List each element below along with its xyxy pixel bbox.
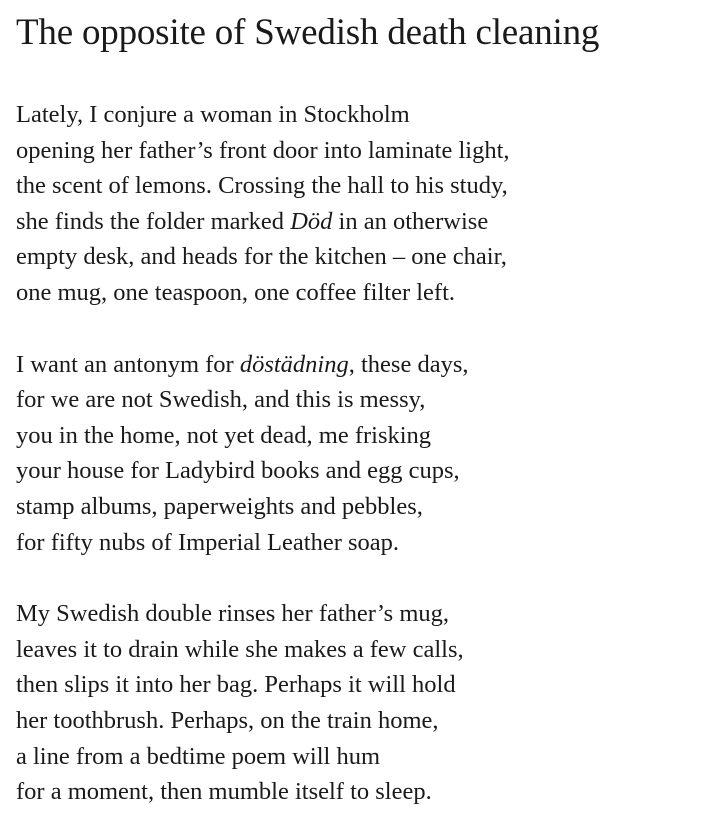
italic-word: Död (290, 207, 333, 235)
line-text: in an otherwise (332, 207, 489, 235)
poem-title: The opposite of Swedish death cleaning (16, 12, 600, 53)
poem-line: one mug, one teaspoon, one coffee filter left. (16, 278, 456, 306)
poem-line: empty desk, and heads for the kitchen – one chair, (16, 243, 507, 271)
poem-line (16, 204, 706, 240)
stanza-1 (16, 97, 706, 311)
poem-line: for we are not Swedish, and this is messy, (16, 386, 426, 414)
poem-line: your house for Ladybird books and egg cups, (16, 457, 460, 485)
poem-line: for a moment, then mumble itself to sleep. (16, 778, 432, 806)
stanza-2 (16, 347, 706, 561)
poem-line: My Swedish double rinses her father’s mug, (16, 600, 449, 628)
poem-line: her toothbrush. Perhaps, on the train home, (16, 706, 439, 734)
poem-page (16, 10, 706, 810)
poem-line: leaves it to drain while she makes a few calls, (16, 635, 464, 663)
poem-line: the scent of lemons. Crossing the hall to his study, (16, 172, 508, 200)
poem-line: opening her father’s front door into laminate light, (16, 136, 510, 164)
poem-line: a line from a bedtime poem will hum (16, 742, 381, 770)
poem-line: stamp albums, paperweights and pebbles, (16, 492, 423, 520)
line-text: I want an antonym for (16, 350, 240, 378)
line-text: she finds the folder marked (16, 207, 291, 235)
poem-line: Lately, I conjure a woman in Stockholm (16, 101, 410, 128)
stanza-3 (16, 596, 706, 810)
line-text: , these days, (348, 350, 469, 378)
poem-line: for fifty nubs of Imperial Leather soap. (16, 528, 400, 556)
italic-word: döstädning (239, 350, 349, 378)
poem-line: then slips it into her bag. Perhaps it will hold (16, 671, 456, 699)
poem-line: you in the home, not yet dead, me frisking (16, 421, 432, 449)
poem-line (16, 347, 706, 383)
